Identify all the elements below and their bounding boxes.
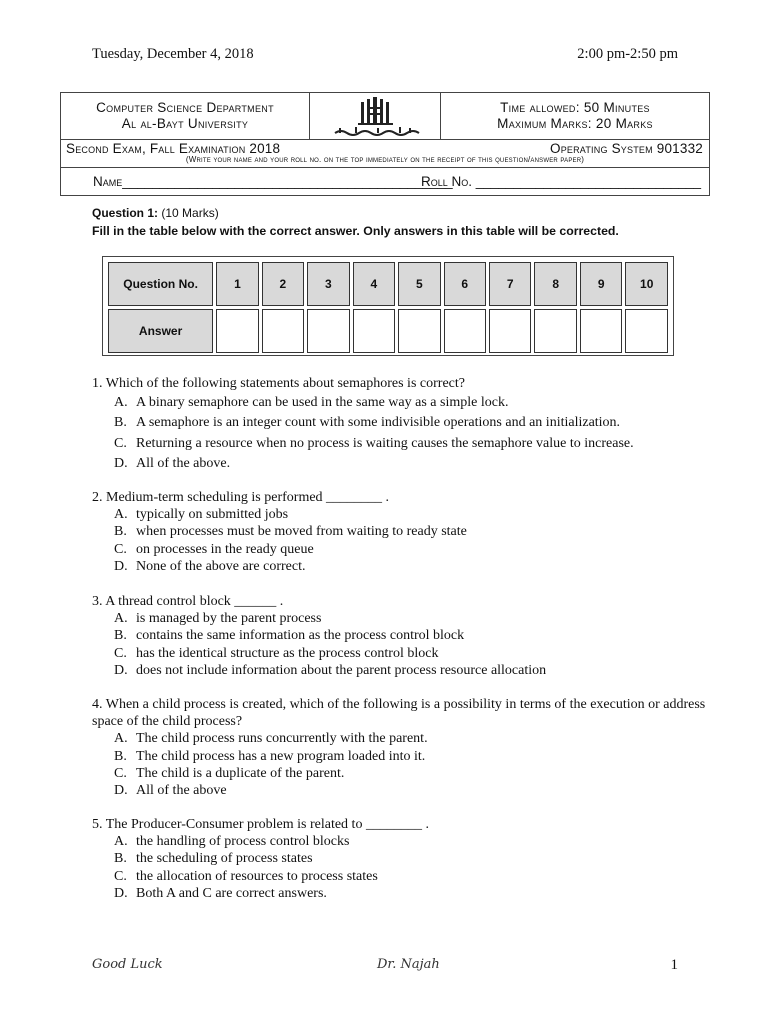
question-number-cell: 10 — [625, 262, 668, 306]
option-item: B. The child process has a new program loaded into it. — [114, 748, 426, 764]
option-item: B. the scheduling of process states — [114, 851, 313, 867]
question-number-header: Question No. — [108, 262, 213, 306]
question-number-cell: 3 — [307, 262, 349, 306]
question-number-cell: 8 — [534, 262, 576, 306]
option-item: A. the handling of process control blocks — [114, 834, 350, 850]
option-item: D. All of the above — [114, 783, 227, 799]
question-1-instruction: Fill in the table below with the correct answer. Only answers in this table will be corrected. — [92, 224, 619, 238]
answer-cell-4[interactable] — [353, 309, 395, 353]
question-block — [92, 593, 712, 679]
answer-cell-6[interactable] — [444, 309, 486, 353]
department-name: Computer Science Department — [96, 100, 274, 115]
question-number-cell: 2 — [262, 262, 304, 306]
option-item: C. Returning a resource when no process is waiting causes the semaphore value to increase. — [114, 435, 634, 451]
question-1-title — [92, 206, 219, 220]
option-item: A. typically on submitted jobs — [114, 507, 289, 523]
question-stem: 5. The Producer-Consumer problem is related to ________ . — [92, 817, 429, 832]
option-item: A. A binary semaphore can be used in the same way as a simple lock. — [114, 395, 509, 411]
answer-header: Answer — [108, 309, 213, 353]
department-block — [61, 93, 310, 139]
option-item: A. The child process runs concurrently with the parent. — [114, 731, 428, 747]
question-stem: 4. When a child process is created, which of the following is a possibility in terms of the execution or address space of the child process? — [92, 697, 706, 730]
answer-cell-9[interactable] — [580, 309, 622, 353]
question-number-cell: 4 — [353, 262, 395, 306]
maximum-marks: Maximum Marks: 20 Marks — [497, 116, 653, 131]
option-item: C. The child is a duplicate of the parent. — [114, 765, 345, 781]
footer-good-luck: Good Luck — [92, 957, 163, 972]
question-stem: 2. Medium-term scheduling is performed ________ . — [92, 490, 390, 505]
page-number: 1 — [670, 957, 678, 973]
university-logo — [311, 93, 441, 139]
university-name: Al al-Bayt University — [121, 116, 249, 131]
question-1-marks: (10 Marks) — [158, 206, 219, 220]
option-item: B. when processes must be moved from waiting to ready state — [114, 524, 467, 540]
answer-table-number-row — [108, 262, 668, 306]
answer-cell-5[interactable] — [398, 309, 440, 353]
question-block — [92, 375, 712, 472]
option-item: D. does not include information about the parent process resource allocation — [114, 662, 547, 678]
option-item: D. Both A and C are correct answers. — [114, 885, 327, 901]
question-block — [92, 489, 712, 575]
option-item: C. on processes in the ready queue — [114, 541, 314, 557]
question-number-cell: 5 — [398, 262, 440, 306]
option-item: D. All of the above. — [114, 455, 231, 471]
exam-header-box — [60, 92, 710, 196]
question-number-cell: 9 — [580, 262, 622, 306]
question-block — [92, 696, 712, 799]
answer-cell-8[interactable] — [534, 309, 576, 353]
option-item: A. is managed by the parent process — [114, 611, 322, 627]
answer-cell-1[interactable] — [216, 309, 258, 353]
roll-number-field: Roll No. ______________________________ — [421, 174, 702, 189]
option-item: B. A semaphore is an integer count with some indivisible operations and an initialization. — [114, 415, 621, 431]
question-block — [92, 816, 712, 902]
time-allowed: Time allowed: 50 Minutes — [500, 100, 650, 115]
question-stem: 3. A thread control block ______ . — [92, 594, 284, 609]
question-number-cell: 6 — [444, 262, 486, 306]
answer-cell-7[interactable] — [489, 309, 531, 353]
option-item: B. contains the same information as the process control block — [114, 628, 465, 644]
logo-emblem-icon — [311, 93, 440, 139]
exam-time: 2:00 pm-2:50 pm — [577, 46, 678, 62]
answer-table-answer-row — [108, 309, 668, 353]
question-1-label: Question 1: — [92, 206, 159, 220]
answer-table — [102, 256, 674, 356]
answer-cell-3[interactable] — [307, 309, 349, 353]
name-field: Name____________________________________________ — [93, 174, 453, 189]
time-allowed-block — [441, 93, 709, 139]
option-item: D. None of the above are correct. — [114, 558, 306, 574]
exam-date: Tuesday, December 4, 2018 — [92, 46, 254, 62]
footer-author: Dr. Najah — [377, 957, 440, 972]
instruction-note: (Write your name and your roll no. on the top immediately on the receipt of this question/answer paper) — [185, 155, 585, 164]
course-title: Operating System 901332 — [550, 141, 703, 156]
answer-cell-10[interactable] — [625, 309, 668, 353]
option-item: C. has the identical structure as the process control block — [114, 645, 439, 661]
option-item: C. the allocation of resources to process states — [114, 868, 378, 884]
question-number-cell: 1 — [216, 262, 258, 306]
answer-cell-2[interactable] — [262, 309, 304, 353]
question-number-cell: 7 — [489, 262, 531, 306]
question-stem: 1. Which of the following statements about semaphores is correct? — [92, 376, 465, 391]
exam-title: Second Exam, Fall Examination 2018 — [66, 141, 281, 156]
